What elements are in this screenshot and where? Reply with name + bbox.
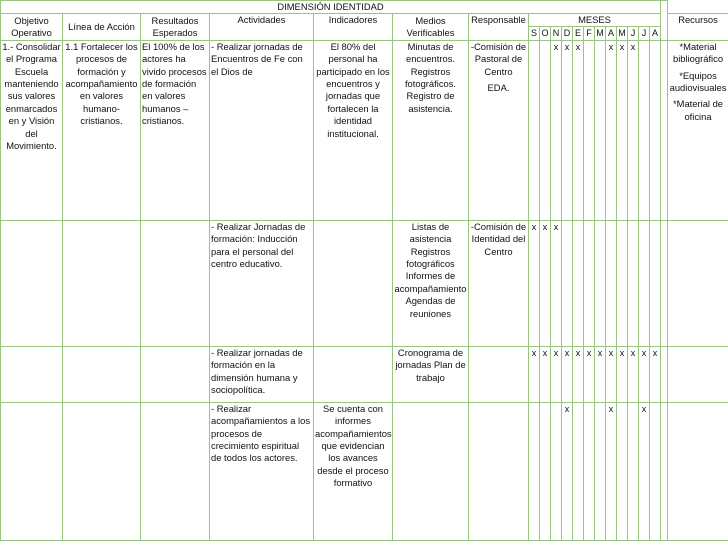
mark-cell: x [562, 40, 573, 220]
month-m2: M [618, 28, 626, 39]
mark-cell [540, 402, 551, 540]
mark-cell [650, 220, 661, 346]
mark-cell [529, 402, 540, 540]
medios-cell: Listas de asistencia Registros fotográficos Informes de acompañamiento Agendas de reuniones [393, 220, 469, 346]
mark-cell [584, 220, 595, 346]
recurso-item: *Material bibliográfico [673, 40, 724, 65]
recurso-item: *Equipos audiovisuales [669, 69, 727, 94]
indicador-cell: El 80% del personal ha participado en los encuentros y jornadas que fortalecen la identidad institucional. [314, 40, 393, 220]
mark-cell [573, 402, 584, 540]
mark-cell [551, 402, 562, 540]
mark-cell [584, 402, 595, 540]
table-row [1, 402, 728, 540]
mark-cell: x [606, 402, 617, 540]
indicador-cell [314, 220, 393, 346]
month-m1: M [596, 28, 604, 39]
header-resultados: Resultados Esperados [141, 14, 210, 41]
mark-cell [617, 402, 628, 540]
month-s: S [529, 27, 540, 40]
mark-cell: x [573, 40, 584, 220]
month-a1: A [606, 27, 617, 40]
title-row [1, 1, 728, 14]
mark-cell: x [551, 346, 562, 402]
resultados-cell: El 100% de los actores ha vivido procesos de formación en valores humanos –cristianos. [141, 40, 210, 220]
responsable-text: -Comisión de Pastoral de Centro [470, 40, 527, 77]
mark-cell: x [650, 346, 661, 402]
month-n: N [551, 27, 562, 40]
mark-cell: x [639, 402, 650, 540]
header-linea: Línea de Acción [63, 14, 141, 41]
month-e: E [573, 27, 584, 40]
linea-cell: 1.1 Fortalecer los procesos de formación y acompañamiento en valores humano-cristianos. [63, 40, 141, 220]
month-j2: J [639, 27, 650, 40]
mark-cell [650, 40, 661, 220]
header-actividades: Actividades [210, 14, 314, 41]
mark-cell: x [540, 346, 551, 402]
mark-cell: x [551, 220, 562, 346]
header-meses: MESES [529, 14, 661, 27]
actividad-cell: - Realizar Jornadas de formación: Inducción para el personal del centro educativo. [210, 220, 314, 346]
header-recursos: Recursos [668, 14, 728, 41]
mark-cell [617, 220, 628, 346]
mark-cell [584, 40, 595, 220]
table-row [1, 220, 728, 346]
actividad-cell: - Realizar jornadas de Encuentros de Fe con el Dios de [210, 40, 314, 220]
responsable-cell: -Comisión de Identidad del Centro [469, 220, 529, 346]
responsable-cell [469, 346, 529, 402]
mark-cell [529, 40, 540, 220]
header-row [1, 14, 728, 27]
indicador-cell [314, 346, 393, 402]
mark-cell: x [639, 346, 650, 402]
header-responsable: Responsable [469, 14, 529, 41]
medios-cell: Minutas de encuentros. Registros fotográficos. Registro de asistencia. [393, 40, 469, 220]
month-a2: A [650, 27, 661, 40]
mark-cell [562, 220, 573, 346]
responsable-cell [469, 402, 529, 540]
responsable-cell [469, 40, 529, 220]
header-medios: Medios Verificables [393, 14, 469, 41]
mark-cell [573, 220, 584, 346]
mark-cell: x [606, 346, 617, 402]
mark-cell: x [595, 346, 606, 402]
mark-cell: x [562, 346, 573, 402]
mark-cell: x [617, 40, 628, 220]
mark-cell: x [606, 40, 617, 220]
table-title: DIMENSIÓN IDENTIDAD [1, 1, 661, 14]
mark-cell [639, 40, 650, 220]
table-row [1, 40, 728, 220]
mark-cell: x [617, 346, 628, 402]
mark-cell [595, 402, 606, 540]
mark-cell: x [562, 402, 573, 540]
recursos-cell [668, 40, 728, 220]
mark-cell [650, 402, 661, 540]
mark-cell [639, 220, 650, 346]
mark-cell: x [529, 346, 540, 402]
month-j1: J [628, 27, 639, 40]
month-f: F [584, 27, 595, 40]
mark-cell [606, 220, 617, 346]
recurso-item: *Material de oficina [673, 98, 724, 122]
mark-cell: x [628, 346, 639, 402]
table-row [1, 346, 728, 402]
mark-cell: x [540, 220, 551, 346]
header-objetivo: Objetivo Operativo [1, 14, 63, 41]
month-o: O [541, 28, 549, 39]
mark-cell [628, 220, 639, 346]
mark-cell [595, 40, 606, 220]
mark-cell: x [573, 346, 584, 402]
mark-cell: x [551, 40, 562, 220]
medios-cell [393, 402, 469, 540]
responsable-extra: EDA. [487, 82, 510, 94]
month-d: D [562, 27, 573, 40]
mark-cell: x [584, 346, 595, 402]
indicador-cell: Se cuenta con informes acompañamientos que evidencian los avances desde el proceso formativo [314, 402, 393, 540]
medios-cell: Cronograma de jornadas Plan de trabajo [393, 346, 469, 402]
header-indicadores: Indicadores [314, 14, 393, 41]
actividad-cell: - Realizar jornadas de formación en la dimensión humana y sociopolítica. [210, 346, 314, 402]
actividad-cell: - Realizar acompañamientos a los procesos de crecimiento espiritual de todos los actores. [210, 402, 314, 540]
mark-cell: x [529, 220, 540, 346]
mark-cell [540, 40, 551, 220]
objetivo-cell: 1.- Consolidar el Programa Escuela manteniendo sus valores enmarcados en y Visión del Movimiento. [1, 40, 63, 220]
mark-cell [628, 402, 639, 540]
mark-cell: x [628, 40, 639, 220]
mark-cell [595, 220, 606, 346]
